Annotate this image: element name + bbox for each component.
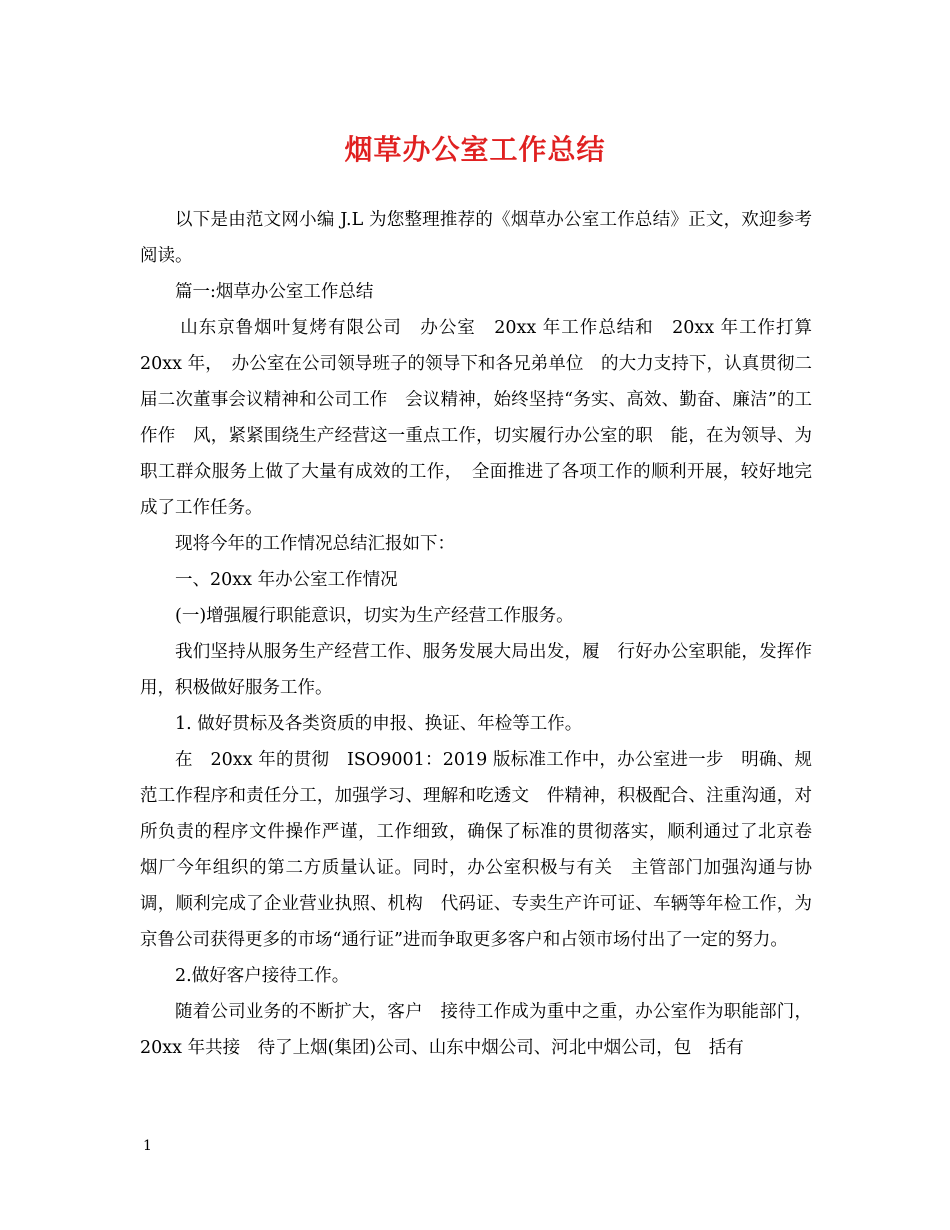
paragraph-iso: 在 20xx 年的贯彻 ISO9001：2019 版标准工作中，办公室进一步 明确、规范工作程序和责任分工，加强学习、理解和吃透文 件精神，积极配合、注重沟通，对所负责的程序文件操作严谨，工作细致，确保了标准的贯彻落实，顺利通过了北京卷 烟厂今年组织的第二方质量认证。同时，办公室积极与有关 主管部门加强沟通与协调，顺利完成了企业营业执照、机构 代码证、专卖生产许可证、车辆等年检工作，为京鲁公司获得更多的市场“通行证”进而争取更多客户和占领市场付出了一定的努力。 [140,750,830,950]
paragraph-item-one: 1. 做好贯标及各类资质的申报、换证、年检等工作。 [175,714,583,734]
paragraph-subheading-one: (一)增强履行职能意识，切实为生产经营工作服务。 [175,606,574,626]
paragraph-item-two: 2.做好客户接待工作。 [175,966,350,986]
page-number: 1 [143,1138,152,1154]
document-body [140,202,830,1066]
paragraph-intro: 以下是由范文网小编 J.L 为您整理推荐的《烟草办公室工作总结》正文，欢迎参考阅读。 [140,210,812,266]
paragraph-section-heading: 篇一:烟草办公室工作总结 [175,282,374,302]
paragraph-company-summary: 山东京鲁烟叶复烤有限公司 办公室 20xx 年工作总结和 20xx 年工作打算 20xx 年， 办公室在公司领导班子的领导下和各兄弟单位 的大力支持下，认真贯彻二届二次董事会议精神和公司工作 会议精神，始终坚持“务实、高效、勤奋、廉洁”的工作作 风，紧紧围绕生产经营这一重点工作，切实履行办公室的职 能，在为领导、为职工群众服务上做了大量有成效的工作， 全面推进了各项工作的顺利开展，较好地完成了工作任务。 [140,318,812,518]
paragraph-heading-one: 一、20xx 年办公室工作情况 [175,570,398,590]
paragraph-reception: 随着公司业务的不断扩大，客户 接待工作成为重中之重，办公室作为职能部门，20xx 年共接 待了上烟(集团)公司、山东中烟公司、河北中烟公司，包 括有 [140,1002,812,1058]
paragraph-report-intro: 现将今年的工作情况总结汇报如下： [175,534,455,554]
paragraph-service: 我们坚持从服务生产经营工作、服务发展大局出发，履 行好办公室职能，发挥作用，积极做好服务工作。 [140,642,812,698]
document-title: 烟草办公室工作总结 [344,133,606,166]
